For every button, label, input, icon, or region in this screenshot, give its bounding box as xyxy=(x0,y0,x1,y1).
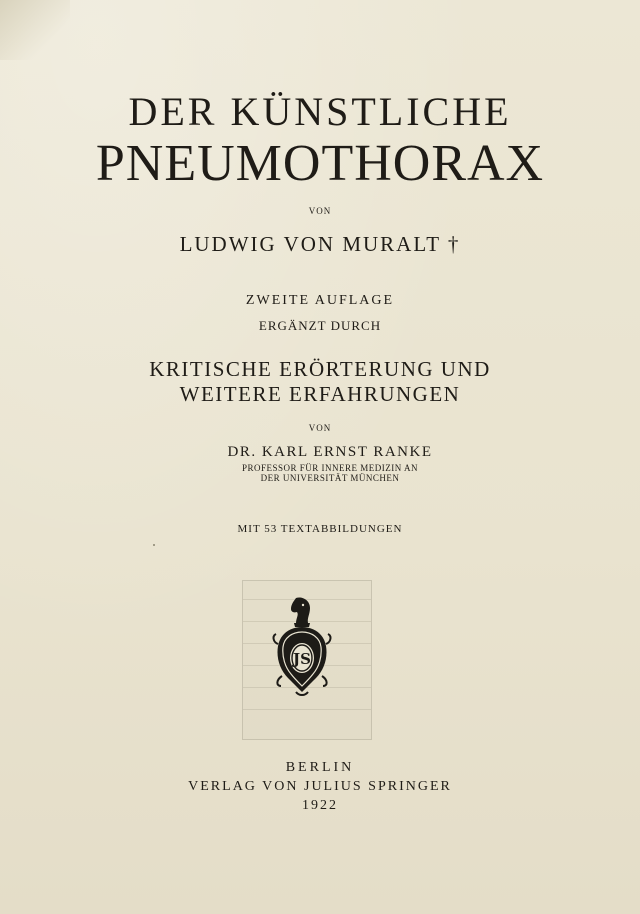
title-line-2: PNEUMOTHORAX xyxy=(95,135,545,192)
coauthor-position-line-1: PROFESSOR FÜR INNERE MEDIZIN AN xyxy=(241,463,419,473)
paper-corner-fold xyxy=(0,0,70,60)
coauthor-name: DR. KARL ERNST RANKE xyxy=(227,444,433,460)
by-label-2: VON xyxy=(308,423,332,433)
springer-knight-icon xyxy=(272,596,332,698)
edition-label: ZWEITE AUFLAGE xyxy=(245,293,395,308)
supplement-label: ERGÄNZT DURCH xyxy=(258,318,382,333)
imprint-year: 1922 xyxy=(302,798,338,813)
ink-speck xyxy=(153,544,155,546)
by-label: VON xyxy=(308,206,332,216)
imprint-city: BERLIN xyxy=(285,760,355,775)
imprint-publisher: VERLAG VON JULIUS SPRINGER xyxy=(188,779,452,794)
title-line-1: DER KÜNSTLICHE xyxy=(128,89,512,134)
subtitle-line-2: WEITERE ERFAHRUNGEN xyxy=(179,382,461,406)
coauthor-position-line-2: DER UNIVERSITÄT MÜNCHEN xyxy=(260,473,400,483)
author-name: LUDWIG VON MURALT † xyxy=(179,232,461,256)
subtitle-line-1: KRITISCHE ERÖRTERUNG UND xyxy=(149,357,491,381)
svg-text:JS: JS xyxy=(293,650,311,668)
illustrations-note: MIT 53 TEXTABBILDUNGEN xyxy=(237,523,403,535)
